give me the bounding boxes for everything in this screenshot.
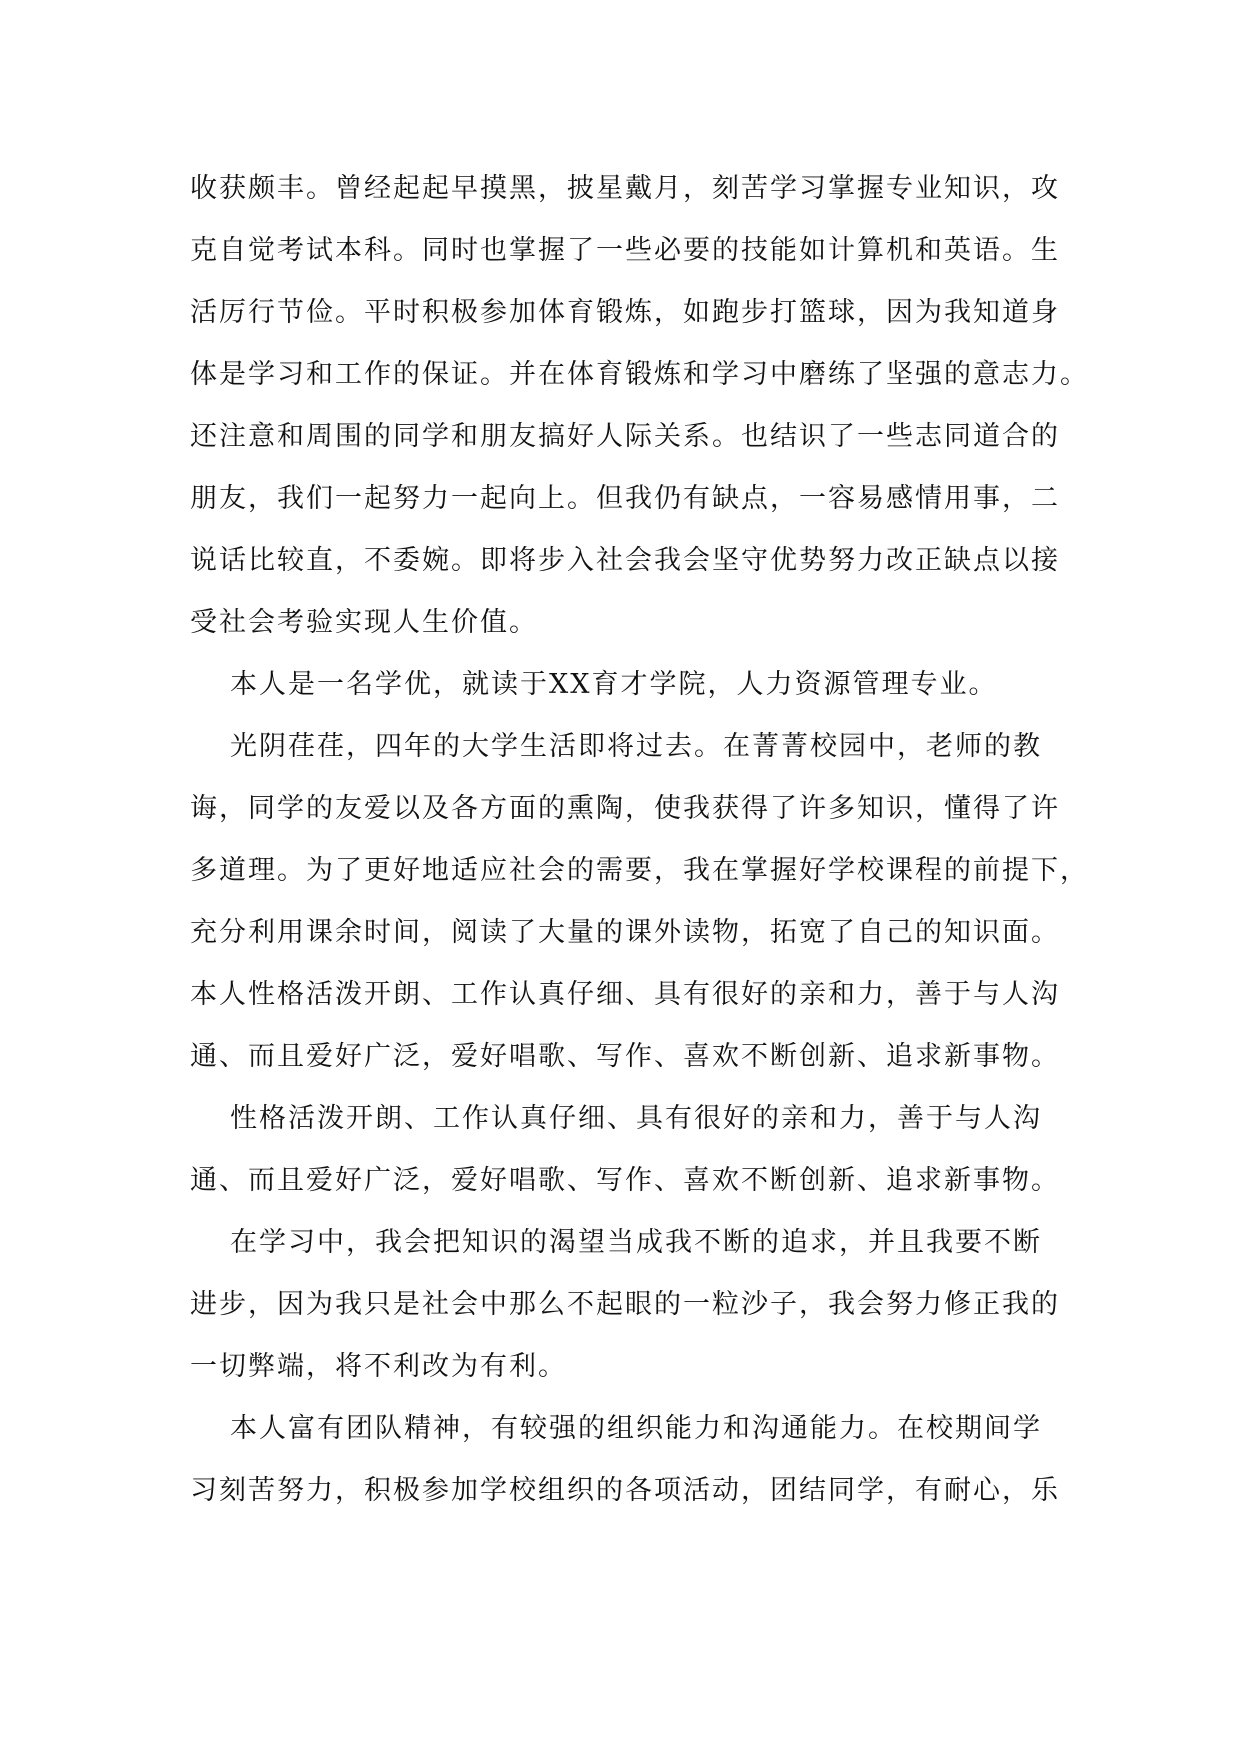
text-line: 诲，同学的友爱以及各方面的熏陶，使我获得了许多知识，懂得了许 xyxy=(190,793,1060,824)
text-line: 活厉行节俭。平时积极参加体育锻炼，如跑步打篮球，因为我知道身 xyxy=(190,297,1060,328)
text-line: 通、而且爱好广泛，爱好唱歌、写作、喜欢不断创新、追求新事物。 xyxy=(190,1165,1060,1196)
text-line: 受社会考验实现人生价值。 xyxy=(190,607,538,638)
text-line: 进步，因为我只是社会中那么不起眼的一粒沙子，我会努力修正我的 xyxy=(190,1289,1060,1320)
paragraph-start-line: 光阴荏荏，四年的大学生活即将过去。在菁菁校园中，老师的教 xyxy=(230,731,1042,762)
text-line: 通、而且爱好广泛，爱好唱歌、写作、喜欢不断创新、追求新事物。 xyxy=(190,1041,1060,1072)
text-line: 克自觉考试本科。同时也掌握了一些必要的技能如计算机和英语。生 xyxy=(190,235,1060,266)
paragraph-start-line: 在学习中，我会把知识的渴望当成我不断的追求，并且我要不断 xyxy=(230,1227,1042,1258)
paragraph-start-line: 性格活泼开朗、工作认真仔细、具有很好的亲和力，善于与人沟 xyxy=(230,1103,1042,1134)
text-line: 朋友，我们一起努力一起向上。但我仍有缺点，一容易感情用事，二 xyxy=(190,483,1060,514)
text-line: 一切弊端，将不利改为有利。 xyxy=(190,1351,567,1382)
text-line: 本人性格活泼开朗、工作认真仔细、具有很好的亲和力，善于与人沟 xyxy=(190,979,1060,1010)
text-line: 收获颇丰。曾经起起早摸黑，披星戴月，刻苦学习掌握专业知识，攻 xyxy=(190,173,1060,204)
text-line: 充分利用课余时间，阅读了大量的课外读物，拓宽了自己的知识面。 xyxy=(190,917,1060,948)
text-line: 还注意和周围的同学和朋友搞好人际关系。也结识了一些志同道合的 xyxy=(190,421,1060,452)
text-line: 体是学习和工作的保证。并在体育锻炼和学习中磨练了坚强的意志力。 xyxy=(190,359,1089,390)
body-text xyxy=(190,158,1089,1522)
text-line: 说话比较直，不委婉。即将步入社会我会坚守优势努力改正缺点以接 xyxy=(190,545,1060,576)
paragraph-start-line: 本人富有团队精神，有较强的组织能力和沟通能力。在校期间学 xyxy=(230,1413,1042,1444)
text-line: 习刻苦努力，积极参加学校组织的各项活动，团结同学，有耐心，乐 xyxy=(190,1475,1060,1506)
paragraph-start-line: 本人是一名学优，就读于XX育才学院，人力资源管理专业。 xyxy=(230,669,998,700)
text-line: 多道理。为了更好地适应社会的需要，我在掌握好学校课程的前提下， xyxy=(190,855,1089,886)
